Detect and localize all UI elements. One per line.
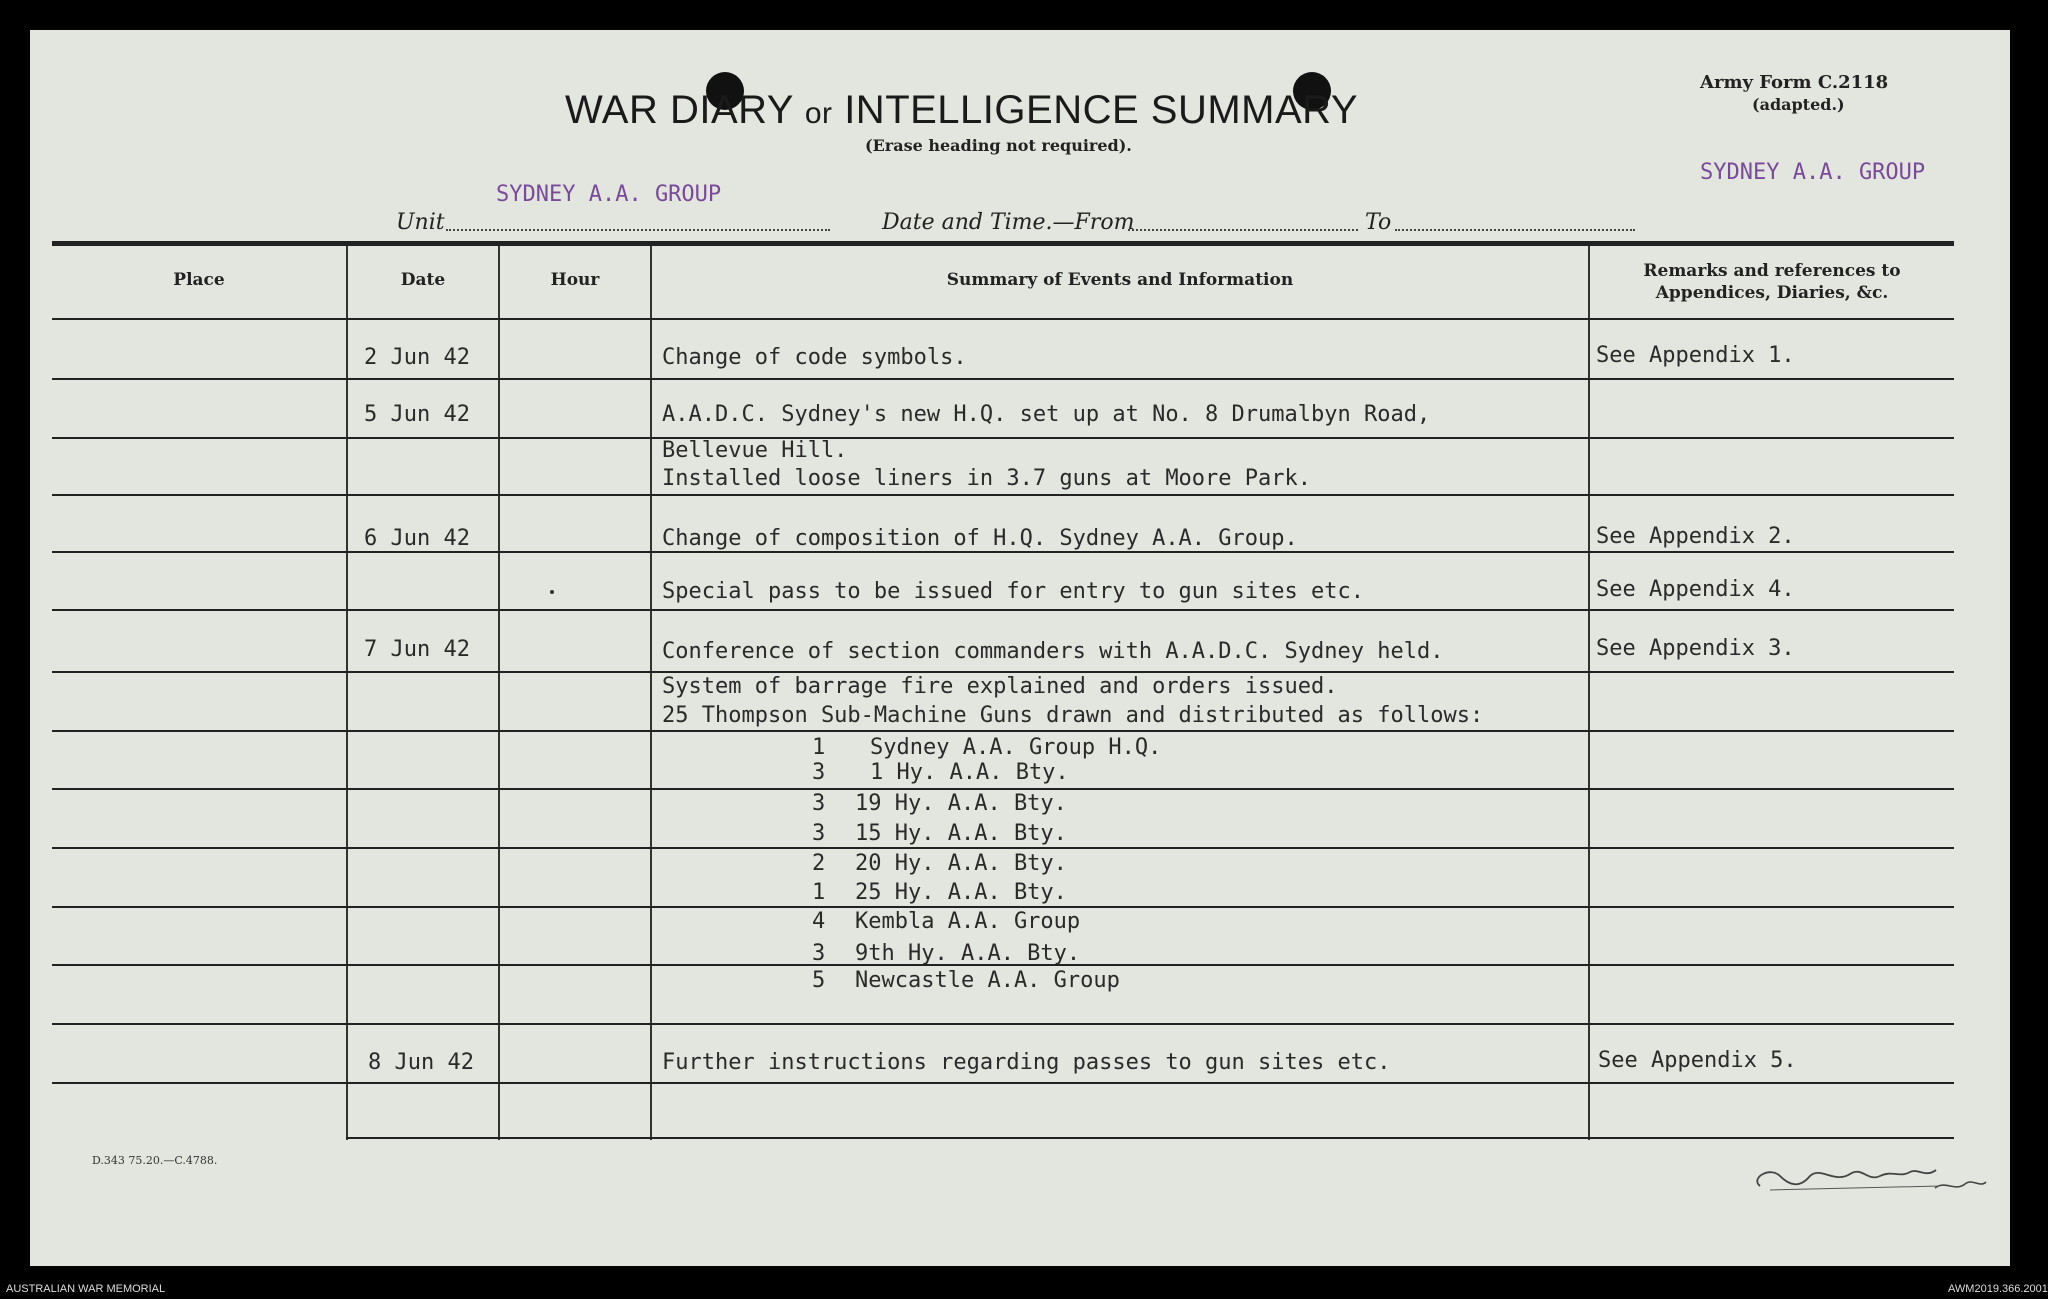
ink-dot [550, 590, 554, 594]
title-part-1: WAR DIARY [565, 88, 794, 132]
col-divider-date [498, 246, 500, 1140]
unit-stamp: SYDNEY A.A. GROUP [496, 182, 722, 207]
dist-qty: 5 [812, 968, 826, 993]
footer-left: AUSTRALIAN WAR MEMORIAL [6, 1283, 166, 1295]
entry-summary: Change of code symbols. [662, 345, 967, 370]
handwritten-signature [1740, 1148, 1990, 1208]
erase-note: (Erase heading not required). [865, 136, 1132, 155]
row-rule [52, 1082, 1954, 1084]
row-rule [52, 671, 1954, 673]
entry-date: 2 Jun 42 [364, 345, 470, 370]
header-date: Date [400, 270, 446, 290]
entry-summary: 25 Thompson Sub-Machine Guns drawn and distributed as follows: [662, 703, 1484, 728]
row-rule [52, 551, 1954, 553]
dist-qty: 3 [812, 791, 826, 816]
stamp-top-right: SYDNEY A.A. GROUP [1700, 160, 1926, 185]
header-summary: Summary of Events and Information [946, 270, 1294, 290]
dist-qty: 1 [812, 880, 826, 905]
to-label: To [1365, 210, 1392, 235]
row-rule [52, 788, 1954, 790]
entry-date: 5 Jun 42 [364, 402, 470, 427]
unit-field-dots [446, 229, 830, 231]
title-or: or [804, 97, 833, 130]
army-form-label [1700, 72, 2000, 116]
entry-remarks: See Appendix 1. [1596, 343, 1795, 368]
dist-qty: 2 [812, 851, 826, 876]
row-rule-bottom [346, 1137, 1954, 1139]
entry-summary: System of barrage fire explained and orders issued. [662, 674, 1338, 699]
dist-unit: 25 Hy. A.A. Bty. [855, 880, 1067, 905]
header-remarks-line-1: Remarks and references to [1643, 261, 1901, 281]
entry-remarks: See Appendix 3. [1596, 636, 1795, 661]
entry-date: 6 Jun 42 [364, 526, 470, 551]
header-remarks-line-2: Appendices, Diaries, &c. [1655, 283, 1889, 303]
table-top-rule [52, 241, 1954, 246]
entry-remarks: See Appendix 2. [1596, 524, 1795, 549]
entry-summary: Change of composition of H.Q. Sydney A.A. Group. [662, 526, 1298, 551]
header-remarks [1590, 260, 1954, 304]
unit-label: Unit [396, 210, 445, 235]
entry-summary: Conference of section commanders with A.A.D.C. Sydney held. [662, 639, 1444, 664]
row-rule [52, 318, 1954, 320]
row-rule [52, 1023, 1954, 1025]
entry-date: 7 Jun 42 [364, 637, 470, 662]
date-to-dots [1395, 229, 1635, 231]
footer-right: AWM2019.366.2001 [1948, 1283, 2048, 1295]
date-time-label: Date and Time.—From [882, 210, 1135, 235]
col-divider-place [346, 246, 348, 1140]
dist-unit: Newcastle A.A. Group [855, 968, 1120, 993]
row-rule [52, 378, 1954, 380]
dist-unit: Sydney A.A. Group H.Q. [870, 735, 1162, 760]
row-rule [52, 847, 1954, 849]
row-rule [52, 730, 1954, 732]
form-title [565, 88, 1465, 133]
entry-summary: Bellevue Hill. [662, 438, 848, 463]
title-part-2: INTELLIGENCE SUMMARY [844, 88, 1358, 132]
entry-date: 8 Jun 42 [368, 1050, 474, 1075]
row-rule [52, 906, 1954, 908]
dist-qty: 1 [812, 735, 826, 760]
dist-qty: 3 [812, 941, 826, 966]
dist-unit: 9th Hy. A.A. Bty. [855, 941, 1081, 966]
dist-unit: Kembla A.A. Group [855, 909, 1081, 934]
entry-remarks: See Appendix 5. [1598, 1048, 1797, 1073]
header-place: Place [173, 270, 225, 290]
date-from-dots [1128, 229, 1358, 231]
dist-qty: 3 [812, 760, 826, 785]
print-code: D.343 75.20.—C.4788. [92, 1154, 218, 1167]
entry-summary: A.A.D.C. Sydney's new H.Q. set up at No. 8 Drumalbyn Road, [662, 402, 1431, 427]
dist-qty: 4 [812, 909, 826, 934]
row-rule [52, 609, 1954, 611]
entry-remarks: See Appendix 4. [1596, 577, 1795, 602]
header-hour: Hour [550, 270, 600, 290]
col-divider-hour [650, 246, 652, 1140]
dist-unit: 19 Hy. A.A. Bty. [855, 791, 1067, 816]
army-form-number: Army Form C.2118 [1700, 72, 1889, 93]
col-divider-summary [1588, 246, 1590, 1140]
row-rule [52, 494, 1954, 496]
entry-summary: Further instructions regarding passes to gun sites etc. [662, 1050, 1391, 1075]
entry-summary: Special pass to be issued for entry to gun sites etc. [662, 579, 1364, 604]
dist-unit: 1 Hy. A.A. Bty. [870, 760, 1069, 785]
entry-summary: Installed loose liners in 3.7 guns at Moore Park. [662, 466, 1312, 491]
dist-unit: 20 Hy. A.A. Bty. [855, 851, 1067, 876]
row-rule [52, 437, 1954, 439]
dist-unit: 15 Hy. A.A. Bty. [855, 821, 1067, 846]
dist-qty: 3 [812, 821, 826, 846]
army-form-adapted: (adapted.) [1752, 95, 1845, 114]
